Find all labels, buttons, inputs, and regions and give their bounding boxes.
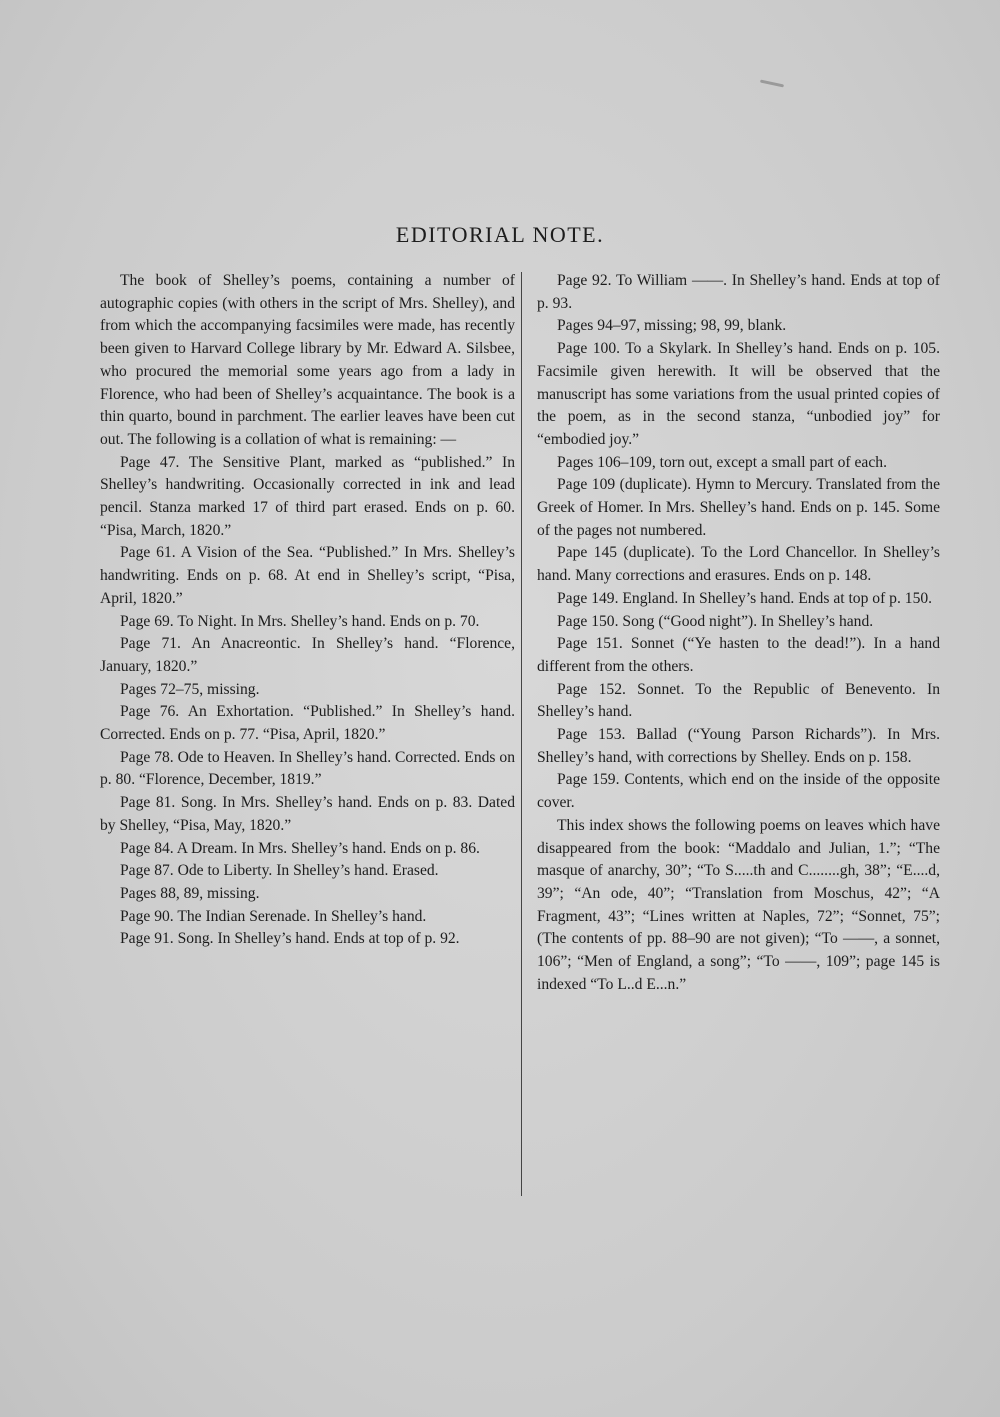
paragraph: Page 100. To a Skylark. In Shelley’s hand. Ends on p. 105. Facsimile given herewith. It will be observed that the manuscript has some variations from the usual printed copies of the poem, as in the second stanza, “unbodied joy” for “embodied joy.” [537, 340, 940, 448]
paragraph: Page 151. Sonnet (“Ye hasten to the dead!”). In a hand different from the others. [537, 635, 940, 675]
paragraph: Page 153. Ballad (“Young Parson Richards”). In Mrs. Shelley’s hand, with corrections by Shelley. Ends on p. 158. [537, 726, 940, 766]
paragraph: Pages 94–97, missing; 98, 99, blank. [557, 317, 787, 335]
paragraph: Page 92. To William ——. In Shelley’s hand. Ends at top of p. 93. [537, 272, 940, 312]
paragraph: This index shows the following poems on leaves which have disappeared from the book: “Maddalo and Julian, 1.”; “The masque of anarchy, 30”; “To S.....th and C........gh, 38”; “E....d, 39”; “An ode, 40”; “Translation from Moschus, 42”; “A Fragment, 43”; “Lines written at Naples, 72”; “Sonnet, 75”; (The contents of pp. 88–90 are not given); “To ——, a sonnet, 106”; “Men of England, a song”; “To ——, 109”; page 145 is indexed “To L..d E...n.” [537, 816, 940, 993]
paragraph: Page 159. Contents, which end on the inside of the opposite cover. [537, 771, 940, 812]
column-divider [521, 272, 522, 1196]
paragraph: Page 78. Ode to Heaven. In Shelley’s hand. Corrected. Ends on p. 80. “Florence, December, 1819.” [100, 748, 515, 789]
paragraph: Page 149. England. In Shelley’s hand. Ends at top of p. 150. [557, 589, 933, 607]
paragraph: Page 47. The Sensitive Plant, marked as “published.” In Shelley’s handwriting. Occasionally corrected in ink and lead pencil. Stanza marked 17 of third part erased. Ends on p. 60. “Pisa, March, 1820.” [100, 453, 515, 539]
paragraph: Page 61. A Vision of the Sea. “Published.” In Mrs. Shelley’s handwriting. Ends on p. 68. At end in Shelley’s script, “Pisa, April, 1820.” [100, 544, 515, 607]
paragraph: Page 152. Sonnet. To the Republic of Benevento. In Shelley’s hand. [537, 680, 940, 721]
paragraph: Page 90. The Indian Serenade. In Shelley’s hand. [120, 907, 427, 925]
paragraph: Page 76. An Exhortation. “Published.” In Shelley’s hand. Corrected. Ends on p. 77. “Pisa, April, 1820.” [100, 703, 515, 744]
left-column [100, 270, 515, 951]
paragraph: Page 109 (duplicate). Hymn to Mercury. Translated from the Greek of Homer. In Mrs. Shelley’s hand. Ends on p. 145. Some of the pages not numbered. [537, 476, 940, 539]
paragraph: Page 81. Song. In Mrs. Shelley’s hand. Ends on p. 83. Dated by Shelley, “Pisa, May, 1820.” [100, 794, 515, 834]
paragraph: Page 69. To Night. In Mrs. Shelley’s hand. Ends on p. 70. [120, 612, 480, 630]
paragraph: Page 87. Ode to Liberty. In Shelley’s hand. Erased. [120, 862, 439, 880]
paragraph: Pages 88, 89, missing. [120, 884, 260, 902]
page-title: EDITORIAL NOTE. [395, 222, 605, 247]
paragraph: Page 91. Song. In Shelley’s hand. Ends at top of p. 92. [120, 930, 460, 948]
paragraph: Pages 106–109, torn out, except a small part of each. [557, 453, 887, 471]
paragraph: Pape 145 (duplicate). To the Lord Chancellor. In Shelley’s hand. Many corrections and erasures. Ends on p. 148. [537, 544, 940, 585]
paragraph: Page 71. An Anacreontic. In Shelley’s hand. “Florence, January, 1820.” [100, 635, 515, 675]
paragraph: Page 84. A Dream. In Mrs. Shelley’s hand. Ends on p. 86. [120, 839, 480, 857]
paragraph: Pages 72–75, missing. [120, 680, 260, 698]
paragraph: Page 150. Song (“Good night”). In Shelley’s hand. [557, 612, 874, 630]
right-column [537, 270, 940, 997]
print-blemish [760, 80, 784, 88]
paragraph: The book of Shelley’s poems, containing a number of autographic copies (with others in the script of Mrs. Shelley), and from which the accompanying facsimiles were made, has recently been given to Harvard College library by Mr. Edward A. Silsbee, who procured the memorial some years ago from a lady in Florence, who had been of Shelley’s acquaintance. The book is a thin quarto, bound in parchment. The earlier leaves have been cut out. The following is a collation of what is remaining: — [100, 272, 515, 448]
